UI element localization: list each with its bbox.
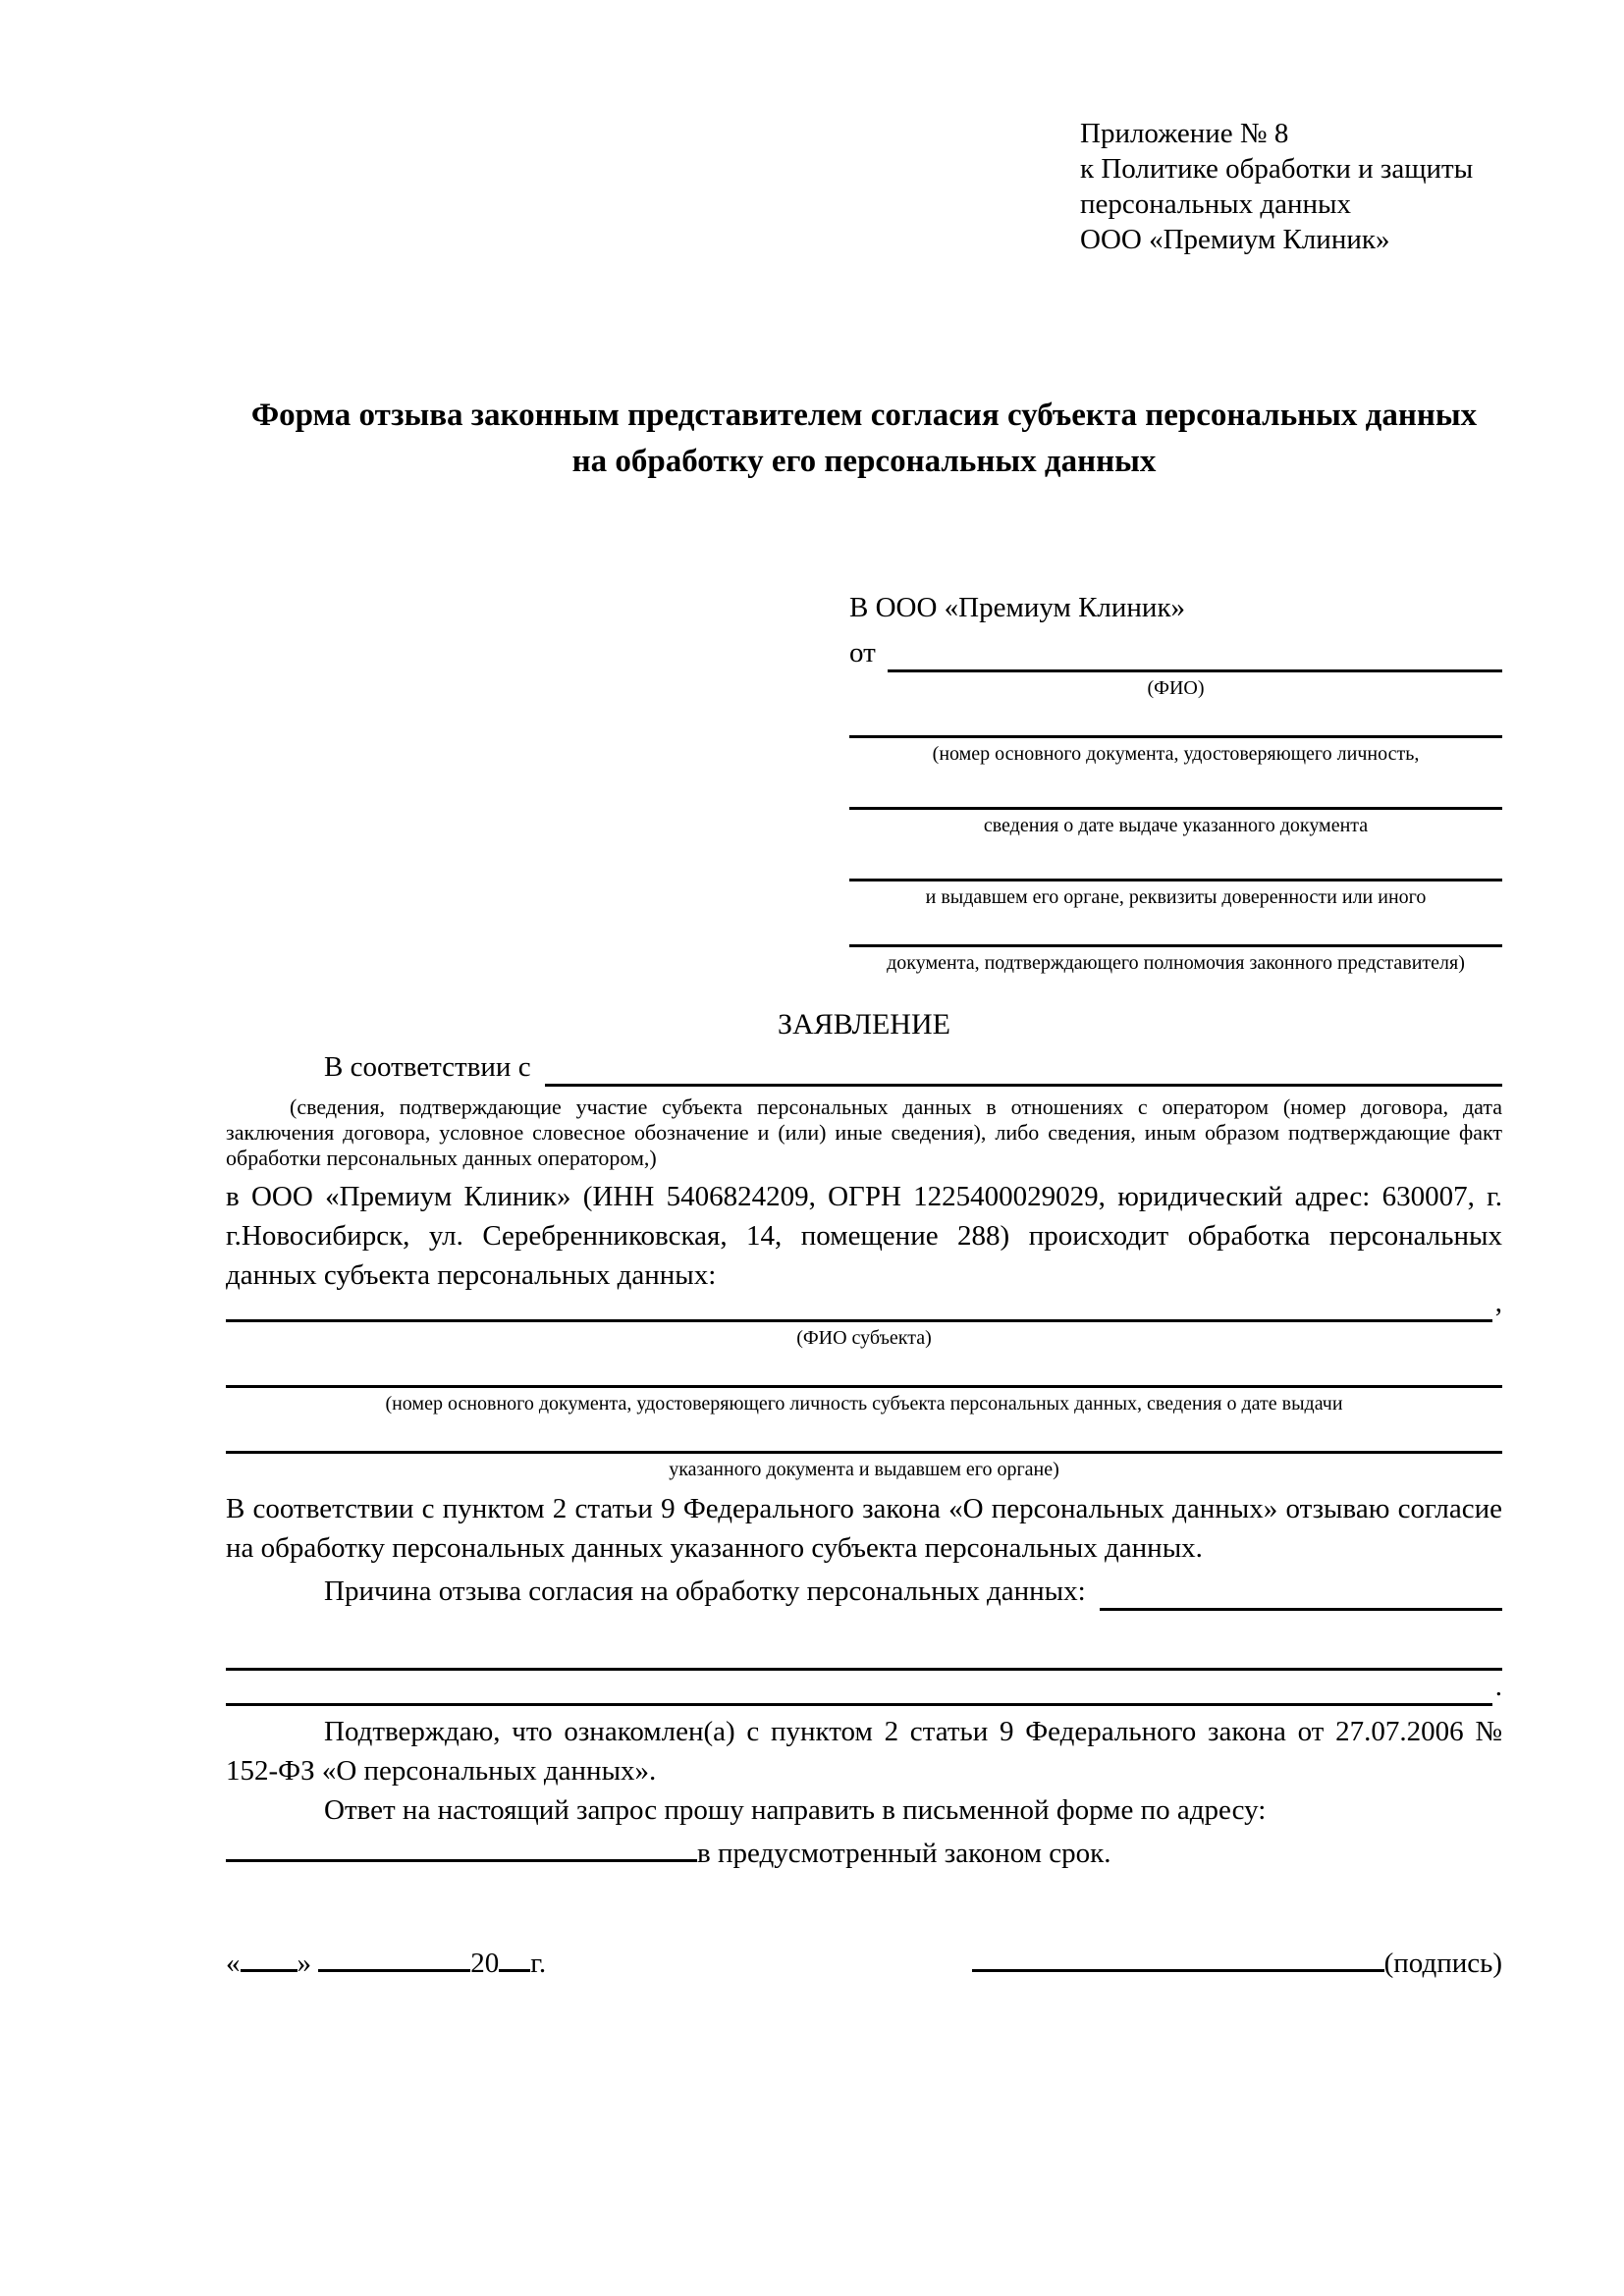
statement-heading: ЗАЯВЛЕНИЕ — [778, 1008, 950, 1041]
statement-intro-row — [226, 1043, 1502, 1087]
reason-continuation-row — [226, 1671, 1502, 1706]
operator-paragraph: в ООО «Премиум Клиник» (ИНН 5406824209, ОГРН 1225400029029, юридический адрес: 630007, г. г.Новосибирск, ул. Серебренниковская, 14, помещение 288) происходит обработка персональных данных субъекта персональных данных: — [226, 1181, 1502, 1291]
date-year-blank-line — [499, 1969, 530, 1972]
relation-basis-blank-line — [545, 1084, 1502, 1087]
date-year-suffix: г. — [530, 1948, 547, 1979]
annex-line: ООО «Премиум Клиник» — [1080, 224, 1390, 255]
subject-doc-blank-line-2 — [226, 1421, 1502, 1454]
reason-continuation-blank-line-2 — [226, 1703, 1492, 1706]
signature-caption: (подпись) — [1383, 1948, 1502, 1979]
representative-doc-caption: (номер основного документа, удостоверяющего личность, — [932, 743, 1420, 765]
footer-row — [226, 1946, 1502, 1983]
annex-line: персональных данных — [1080, 188, 1352, 220]
intro-footnote: (сведения, подтверждающие участие субъекта персональных данных в отношениях с оператором (номер договора, дата заключения договора, условное словесное обозначение и (или) иные сведения), либо сведения, иным образом подтверждающие факт обработки персональных данных оператором,) — [226, 1095, 1502, 1170]
reason-line-period: . — [1494, 1671, 1502, 1703]
reason-row — [226, 1568, 1502, 1611]
fio-caption: (ФИО) — [1147, 677, 1205, 699]
date-day-blank-line — [241, 1969, 298, 1972]
annex-line: Приложение № 8 — [1080, 118, 1289, 149]
subject-doc-blank-line — [226, 1356, 1502, 1388]
subject-fio-row — [226, 1287, 1502, 1322]
date-field — [226, 1946, 546, 1983]
addressee-block — [849, 586, 1502, 981]
subject-fio-blank-line — [226, 1319, 1492, 1322]
reply-address-row — [226, 1832, 1502, 1875]
doc-powers-blank-line — [849, 915, 1502, 947]
signature-blank-line — [972, 1969, 1384, 1972]
date-year-prefix: 20 — [470, 1948, 500, 1979]
addressee-from-row — [849, 629, 1502, 672]
document-title: Форма отзыва законным представителем согласия субъекта персональных данных на обработку его персональных данных — [250, 398, 1478, 479]
signature-field — [972, 1946, 1502, 1983]
date-month-blank-line — [318, 1969, 470, 1972]
doc-issue-date-caption: сведения о дате выдаче указанного документа — [983, 815, 1369, 836]
representative-fio-blank-line — [888, 669, 1502, 672]
annex-header — [1080, 116, 1502, 257]
confirm-paragraph: Подтверждаю, что ознакомлен(а) с пунктом 2 статьи 9 Федерального закона от 27.07.2006 № 152-ФЗ «О персональных данных». — [226, 1716, 1502, 1787]
subject-fio-caption: (ФИО субъекта) — [796, 1327, 932, 1349]
doc-issue-date-blank-line — [849, 772, 1502, 810]
intro-label: В соответствии с — [324, 1051, 531, 1084]
from-label: от — [849, 637, 876, 669]
annex-line: к Политике обработки и защиты — [1080, 153, 1474, 185]
reply-line-suffix: в предусмотренный законом срок. — [697, 1838, 1111, 1869]
date-quote-open: « — [226, 1948, 241, 1979]
reason-blank-line — [1100, 1608, 1502, 1611]
subject-doc-caption-bottom: указанного документа и выдавшем его органе) — [669, 1459, 1059, 1480]
doc-powers-caption: документа, подтверждающего полномочия законного представителя) — [887, 952, 1465, 974]
withdrawal-paragraph: В соответствии с пунктом 2 статьи 9 Федерального закона «О персональных данных» отзываю согласие на обработку персональных данных указанного субъекта персональных данных. — [226, 1493, 1502, 1564]
subject-doc-caption-top: (номер основного документа, удостоверяющего личность субъекта персональных данных, сведения о дате выдачи — [385, 1393, 1343, 1415]
reason-continuation-blank-line — [226, 1638, 1502, 1671]
reply-paragraph: Ответ на настоящий запрос прошу направить в письменной форме по адресу: — [324, 1794, 1267, 1826]
date-quote-close: » — [297, 1948, 311, 1979]
subject-line-comma: , — [1494, 1287, 1502, 1319]
doc-authority-caption: и выдавшем его органе, реквизиты доверенности или иного — [925, 886, 1427, 908]
reason-label: Причина отзыва согласия на обработку персональных данных: — [324, 1575, 1086, 1608]
doc-authority-blank-line — [849, 843, 1502, 881]
reply-address-blank-line — [226, 1859, 697, 1862]
addressee-to: В ООО «Премиум Клиник» — [849, 592, 1186, 623]
representative-doc-blank-line — [849, 706, 1502, 738]
